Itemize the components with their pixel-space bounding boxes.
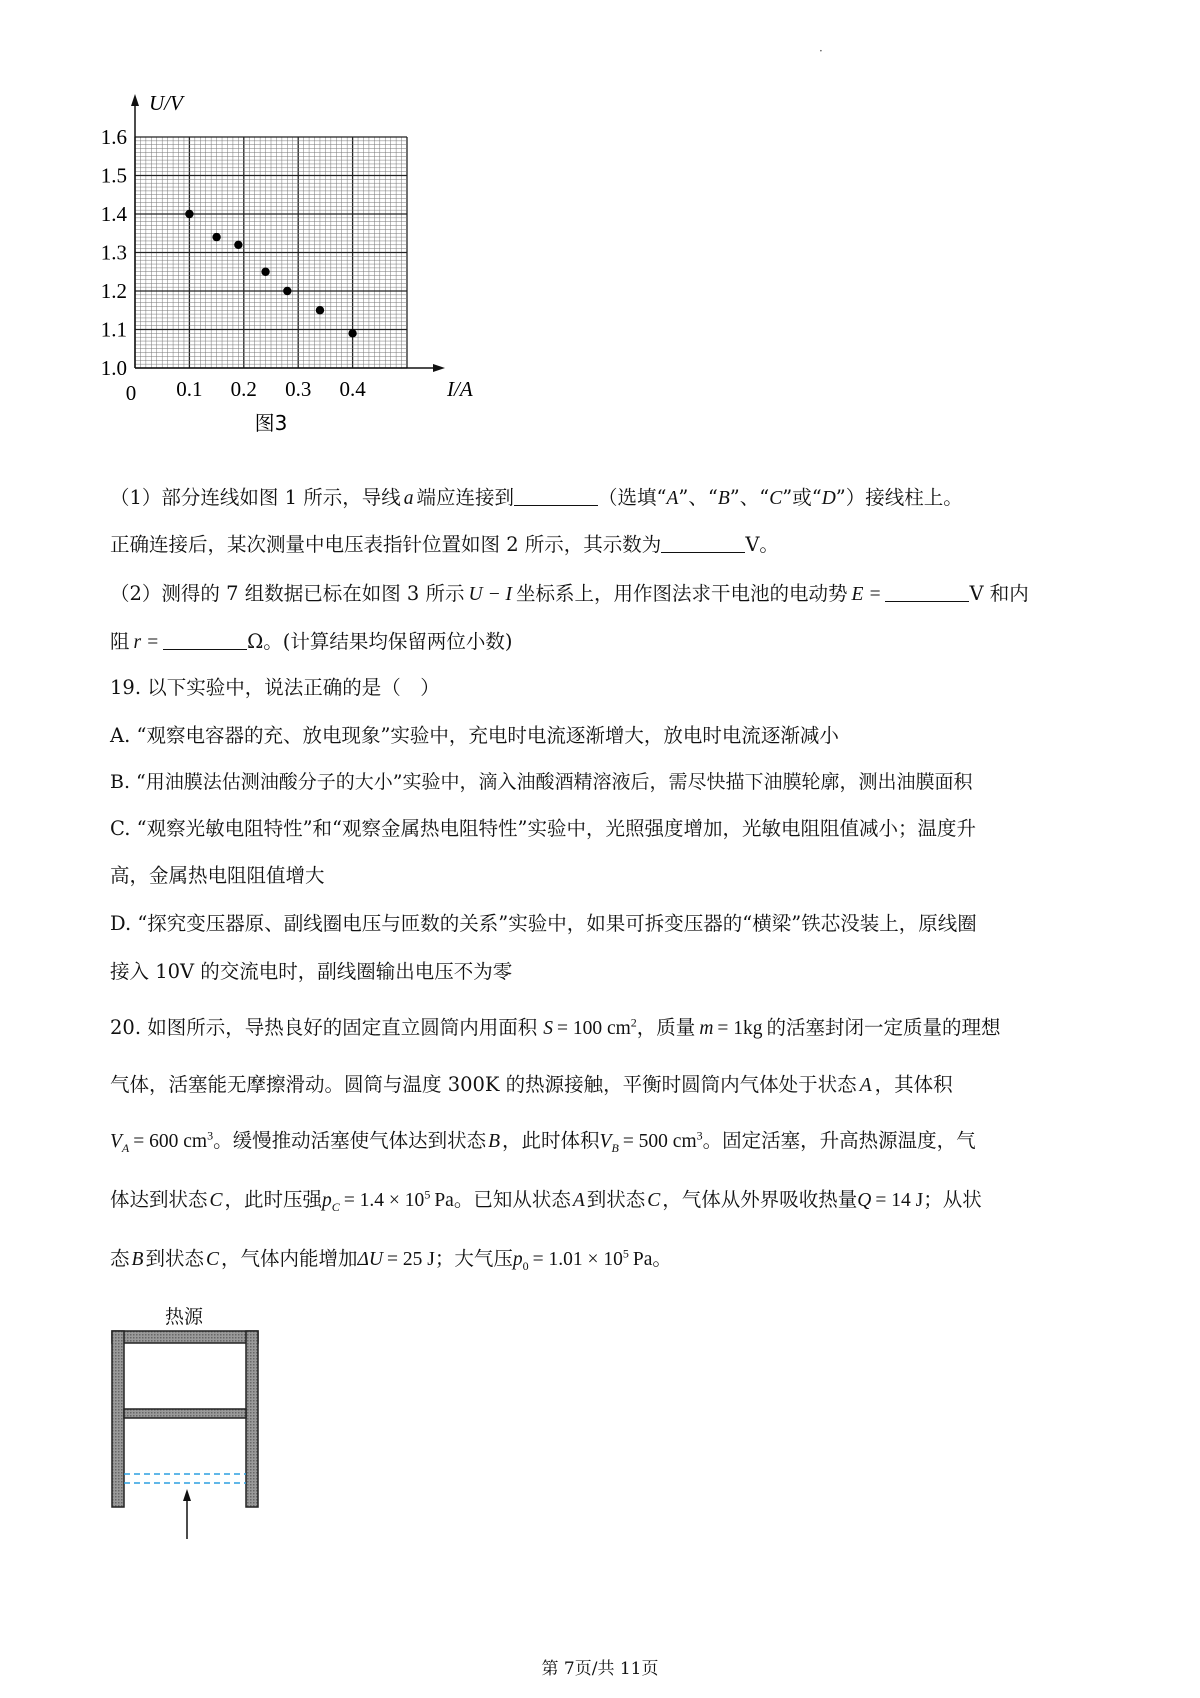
q20-line1: 20. 如图所示，导热良好的固定直立圆筒内用面积 S = 100 $cm^2$，质量 m = 1kg 的活塞封闭一定质量的理想 bbox=[110, 1015, 1001, 1039]
y-tick-label: 1.1 bbox=[100, 317, 127, 342]
y-tick-label: 1.6 bbox=[100, 125, 127, 149]
x-axis-arrow bbox=[433, 364, 445, 372]
data-point bbox=[185, 210, 193, 218]
y-tick-label: 1.5 bbox=[100, 163, 127, 188]
origin-label: 0 bbox=[125, 381, 137, 405]
data-point bbox=[348, 329, 356, 337]
data-point bbox=[261, 268, 269, 276]
y-tick-label: 1.3 bbox=[100, 240, 127, 265]
q19-option-a: A. “观察电容器的充、放电现象”实验中，充电时电流逐渐增大，放电时电流逐渐减小 bbox=[110, 724, 839, 747]
answer-blank-voltmeter[interactable] bbox=[661, 532, 745, 553]
x-axis-label: I/A bbox=[447, 377, 473, 401]
q19-option-c-line1: C. “观察光敏电阻特性”和“观察金属热电阻特性”实验中，光照强度增加，光敏电阻阻值减小；温度升 bbox=[110, 817, 976, 840]
answer-blank-resistance[interactable] bbox=[163, 629, 247, 650]
y-axis-label: U/V bbox=[149, 91, 183, 115]
x-tick-label: 0.3 bbox=[285, 377, 312, 401]
piston bbox=[124, 1409, 246, 1418]
x-tick-label: 0.1 bbox=[176, 377, 203, 401]
data-point bbox=[283, 287, 291, 295]
q19-stem: 19. 以下实验中，说法正确的是（ ） bbox=[110, 676, 440, 699]
q20-line5: 态 B 到状态 C ，气体内能增加ΔU = 25 J；大气压$p_0 = 1.01 \times 10^5$ Pa。 bbox=[110, 1246, 672, 1273]
data-point bbox=[234, 241, 242, 249]
q18-part2-line2: 阻 r = Ω。(计算结果均保留两位小数) bbox=[110, 630, 513, 653]
x-tick-label: 0.2 bbox=[230, 377, 257, 401]
chart-title: 图3 bbox=[254, 411, 288, 435]
push-arrow bbox=[183, 1489, 191, 1539]
y-axis-arrow bbox=[131, 94, 139, 106]
q18-part1-line1: （1）部分连线如图 1 所示，导线 a 端应连接到 （选填“A”、“B”、“C”或“D”）接线柱上。 bbox=[110, 486, 963, 509]
answer-blank-emf[interactable] bbox=[885, 581, 969, 602]
x-tick-label: 0.4 bbox=[339, 377, 366, 401]
data-point bbox=[212, 233, 220, 241]
data-point bbox=[316, 306, 324, 314]
cylinder-walls bbox=[112, 1331, 258, 1507]
q18-part1-line2: 正确连接后，某次测量中电压表指针位置如图 2 所示，其示数为 V。 bbox=[110, 533, 779, 556]
q19-option-c-line2: 高，金属热电阻阻值增大 bbox=[110, 864, 325, 887]
page-footer: 第 7页/共 11页 bbox=[541, 1659, 659, 1679]
q19-option-d-line1: D. “探究变压器原、副线圈电压与匝数的关系”实验中，如果可拆变压器的“横梁”铁芯没装上，原线圈 bbox=[110, 912, 977, 935]
q20-line2: 气体，活塞能无摩擦滑动。圆筒与温度 300K 的热源接触，平衡时圆筒内气体处于状态 A ，其体积 bbox=[110, 1073, 953, 1096]
heat-source-label: 热源 bbox=[165, 1306, 204, 1328]
answer-blank-terminal[interactable] bbox=[514, 485, 598, 506]
y-tick-label: 1.4 bbox=[100, 202, 127, 226]
y-tick-label: 1.0 bbox=[100, 356, 127, 380]
cylinder-diagram bbox=[100, 1325, 280, 1545]
q19-option-d-line2: 接入 10V 的交流电时，副线圈输出电压不为零 bbox=[110, 960, 513, 983]
u-i-chart bbox=[95, 90, 495, 470]
y-tick-label: 1.2 bbox=[100, 279, 127, 303]
top-mark: · bbox=[819, 44, 823, 58]
q19-option-b: B. “用油膜法估测油酸分子的大小”实验中，滴入油酸酒精溶液后，需尽快描下油膜轮廓，测出油膜面积 bbox=[110, 771, 973, 793]
q20-line3: $V_A = 600$ $cm^3$。缓慢推动活塞使气体达到状态 B ，此时体积$V_B = 500$ $cm^3$。固定活塞，升高热源温度，气 bbox=[110, 1128, 976, 1155]
q18-part2-line1: （2）测得的 7 组数据已标在如图 3 所示 U − I 坐标系上，用作图法求干电池的电动势 E = V 和内 bbox=[110, 582, 1029, 605]
q20-line4: 体达到状态 C ，此时压强$p_C = 1.4 \times 10^5$ Pa。已知从状态 A 到状态 C ，气体从外界吸收热量Q = 14 J；从状 bbox=[110, 1187, 982, 1214]
